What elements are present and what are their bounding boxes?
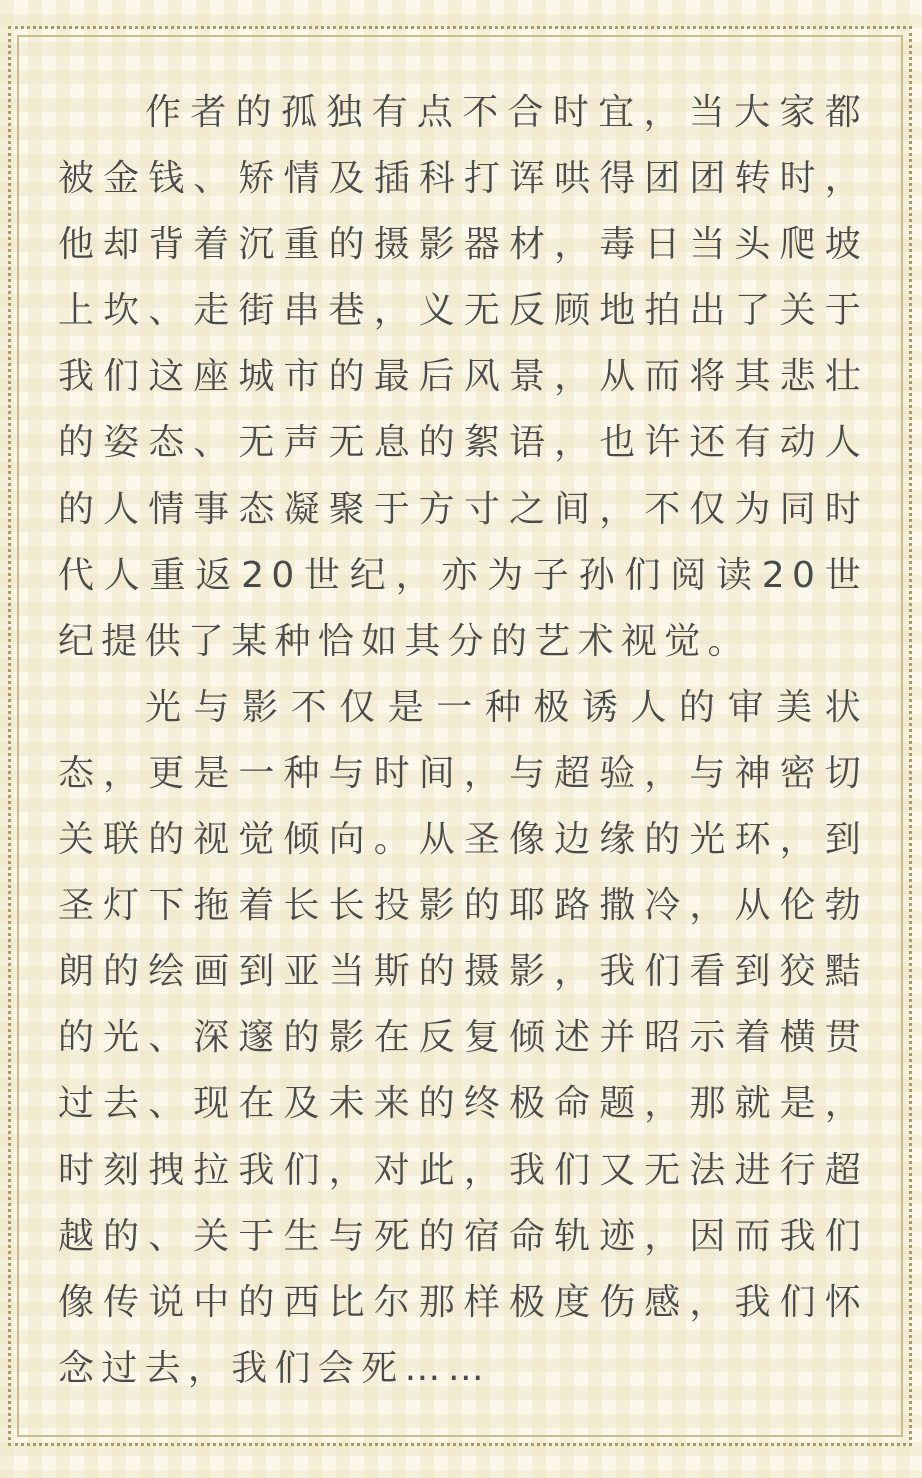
paragraph-1: 作者的孤独有点不合时宜，当大家都被金钱、矫情及插科打诨哄得团团转时，他却背着沉重的摄影器材，毒日当头爬坡上坎、走街串巷，义无反顾地拍出了关于我们这座城市的最后风景，从而将其悲壮的姿态、无声无息的絮语，也许还有动人的人情事态凝聚于方寸之间，不仅为同时代人重返20世纪，亦为子孙们阅读20世纪提供了某种恰如其分的艺术视觉。 [58,92,868,662]
article-body [58,80,868,1402]
paragraph-2: 光与影不仅是一种极诱人的审美状态，更是一种与时间，与超验，与神密切关联的视觉倾向。从圣像边缘的光环，到圣灯下拖着长长投影的耶路撒冷，从伦勃朗的绘画到亚当斯的摄影，我们看到狡黠的光、深邃的影在反复倾述并昭示着横贯过去、现在及未来的终极命题，那就是，时刻拽拉我们，对此，我们又无法进行超越的、关于生与死的宿命轨迹，因而我们像传说中的西比尔那样极度伤感，我们怀念过去，我们会死…… [58,686,868,1389]
